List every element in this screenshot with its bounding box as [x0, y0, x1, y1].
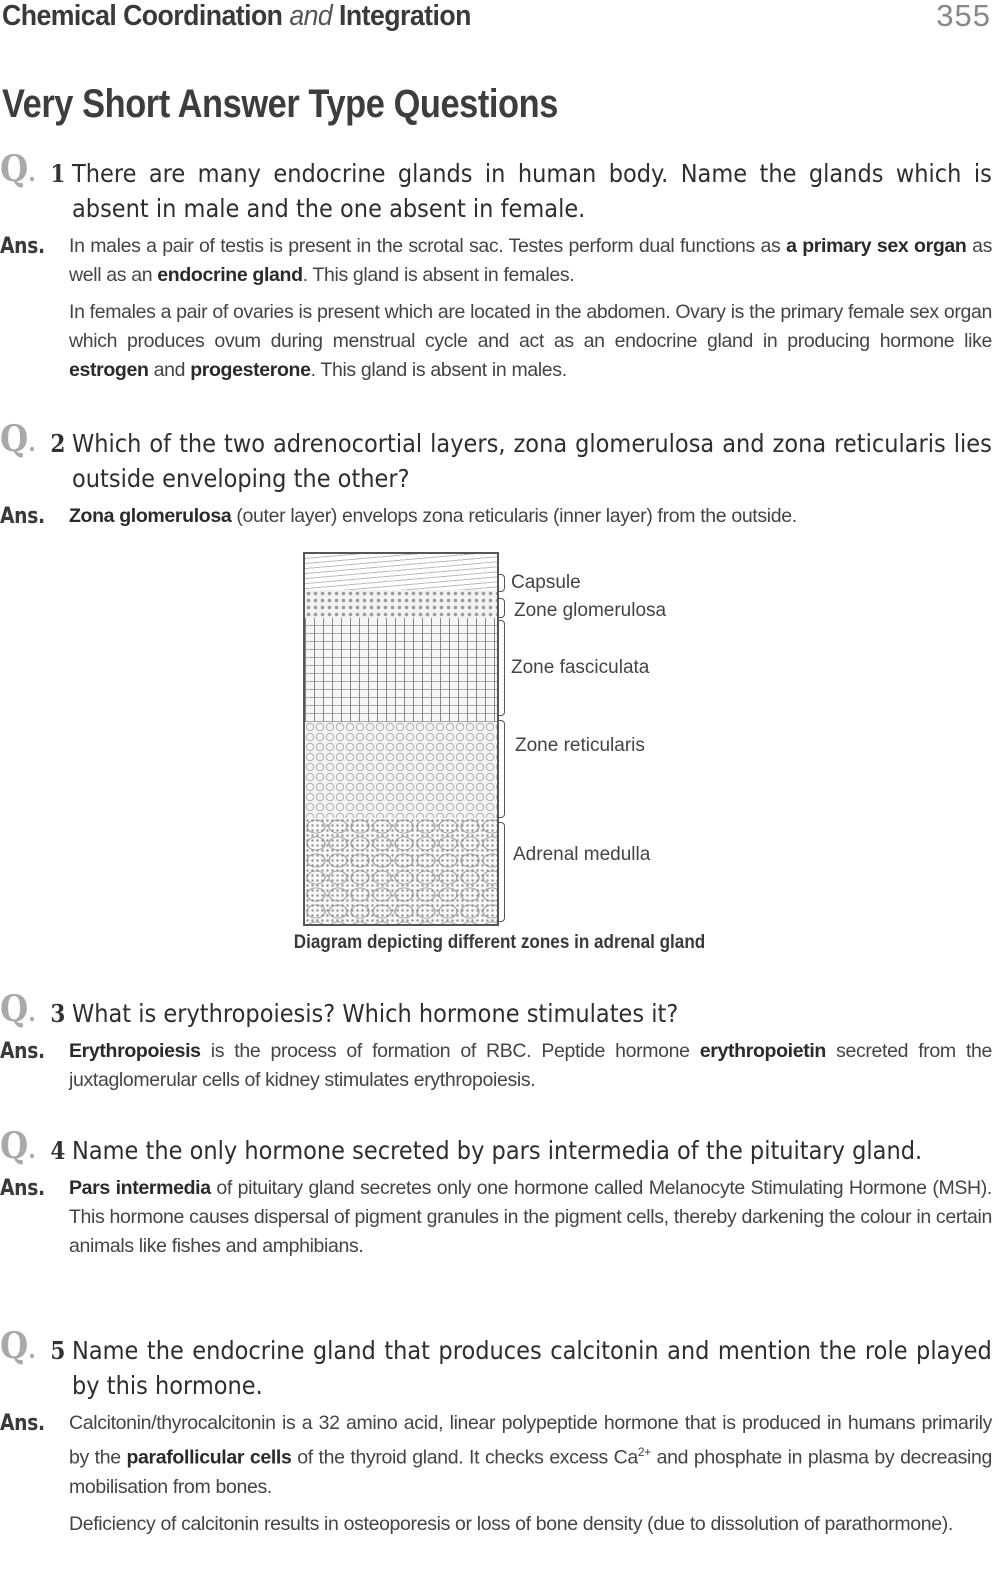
answer-4 [0, 1174, 992, 1261]
brace-reticularis [498, 720, 505, 818]
brace-capsule [498, 574, 505, 592]
answer-5 [0, 1409, 992, 1539]
question-4 [0, 1125, 992, 1168]
answer-body [69, 1174, 992, 1261]
question-text: There are many endocrine glands in human body. Name the glands which is absent in male and the one absent in female. [72, 159, 992, 223]
adrenal-gland-diagram [303, 552, 499, 926]
answer-body [69, 232, 992, 385]
q-mark-icon: Q. [0, 988, 36, 1030]
page-number: 355 [936, 0, 991, 33]
brace-medulla [498, 822, 505, 922]
running-head-connector: and [289, 0, 333, 32]
zone-reticularis-illustration [305, 722, 497, 818]
question-text: Which of the two adrenocortial layers, zona glomerulosa and zona reticularis lies outside enveloping the other? [72, 429, 992, 493]
label-zone-fasciculata: Zone fasciculata [511, 657, 650, 678]
label-adrenal-medulla: Adrenal medulla [513, 844, 651, 865]
ans-label: Ans. [0, 1039, 45, 1064]
answer-paragraph: Zona glomerulosa (outer layer) envelops zona reticularis (inner layer) from the outside. [69, 505, 797, 527]
brace-fasciculata [498, 620, 505, 716]
question-3 [0, 988, 992, 1031]
question-block-3 [0, 988, 992, 1103]
zone-glomerulosa-illustration [305, 590, 497, 618]
question-block-2 [0, 418, 992, 539]
q-mark-icon: Q. [0, 148, 36, 190]
question-block-5 [0, 1325, 992, 1547]
answer-1 [0, 232, 992, 385]
answer-2 [0, 502, 992, 531]
question-block-1 [0, 148, 993, 393]
ans-label: Ans. [0, 1176, 45, 1201]
zone-fasciculata-illustration [305, 618, 497, 722]
zone-capsule-illustration [305, 554, 497, 590]
label-zone-reticularis: Zone reticularis [515, 735, 645, 756]
answer-paragraph: Pars intermedia of pituitary gland secretes only one hormone called Melanocyte Stimulating Hormone (MSH). This hormone causes dispersal of pigment granules in the pigment cells, thereby darkening the colour in certain animals like fishes and amphibians. [69, 1177, 992, 1257]
running-head [2, 0, 471, 33]
answer-body [69, 502, 992, 531]
answer-paragraph: Calcitonin/thyrocalcitonin is a 32 amino acid, linear polypeptide hormone that is produced in humans primarily by the parafollicular cells of the thyroid gland. It checks excess $Ca^{2+}$ and phosphate in plasma by decreasing mobilisation from bones. [69, 1412, 992, 1498]
running-head-part1: Chemical Coordination [2, 0, 283, 32]
question-number: 4 [50, 1136, 66, 1165]
answer-body [69, 1037, 992, 1095]
answer-body [69, 1409, 992, 1539]
question-block-4 [0, 1125, 992, 1269]
answer-paragraph: In males a pair of testis is present in the scrotal sac. Testes perform dual functions as a primary sex organ as well as an endocrine gland. This gland is absent in females. [69, 235, 993, 286]
section-title: Very Short Answer Type Questions [2, 82, 558, 126]
question-1 [0, 148, 992, 226]
question-number: 5 [50, 1336, 66, 1365]
question-5 [0, 1325, 992, 1403]
answer-3 [0, 1037, 992, 1095]
brace-glomerulosa [498, 598, 505, 618]
question-2 [0, 418, 992, 496]
q-mark-icon: Q. [0, 418, 36, 460]
answer-paragraph: Erythropoiesis is the process of formation of RBC. Peptide hormone erythropoietin secreted from the juxtaglomerular cells of kidney stimulates erythropoiesis. [69, 1040, 992, 1091]
label-zone-glomerulosa: Zone glomerulosa [514, 600, 667, 621]
question-number: 1 [50, 159, 66, 188]
running-head-part2: Integration [339, 0, 471, 32]
ans-label: Ans. [0, 234, 45, 259]
answer-paragraph: In females a pair of ovaries is present which are located in the abdomen. Ovary is the primary female sex organ which produces ovum during menstrual cycle and act as an endocrine gland in producing hormone like estrogen and progesterone. This gland is absent in males. [69, 301, 992, 381]
answer-paragraph: Deficiency of calcitonin results in osteoporesis or loss of bone density (due to dissolution of parathormone). [69, 1512, 953, 1535]
ans-label: Ans. [0, 504, 45, 529]
question-text: What is erythropoiesis? Which hormone stimulates it? [72, 999, 679, 1028]
question-text: Name the only hormone secreted by pars intermedia of the pituitary gland. [72, 1136, 923, 1165]
q-mark-icon: Q. [0, 1125, 36, 1167]
question-number: 2 [50, 429, 66, 458]
question-number: 3 [50, 999, 66, 1028]
diagram-caption: Diagram depicting different zones in adrenal gland [293, 932, 706, 953]
q-mark-icon: Q. [0, 1325, 36, 1367]
label-capsule: Capsule [511, 572, 581, 593]
question-text: Name the endocrine gland that produces calcitonin and mention the role played by this hormone. [72, 1336, 992, 1400]
adrenal-medulla-illustration [305, 818, 497, 924]
ans-label: Ans. [0, 1411, 45, 1436]
